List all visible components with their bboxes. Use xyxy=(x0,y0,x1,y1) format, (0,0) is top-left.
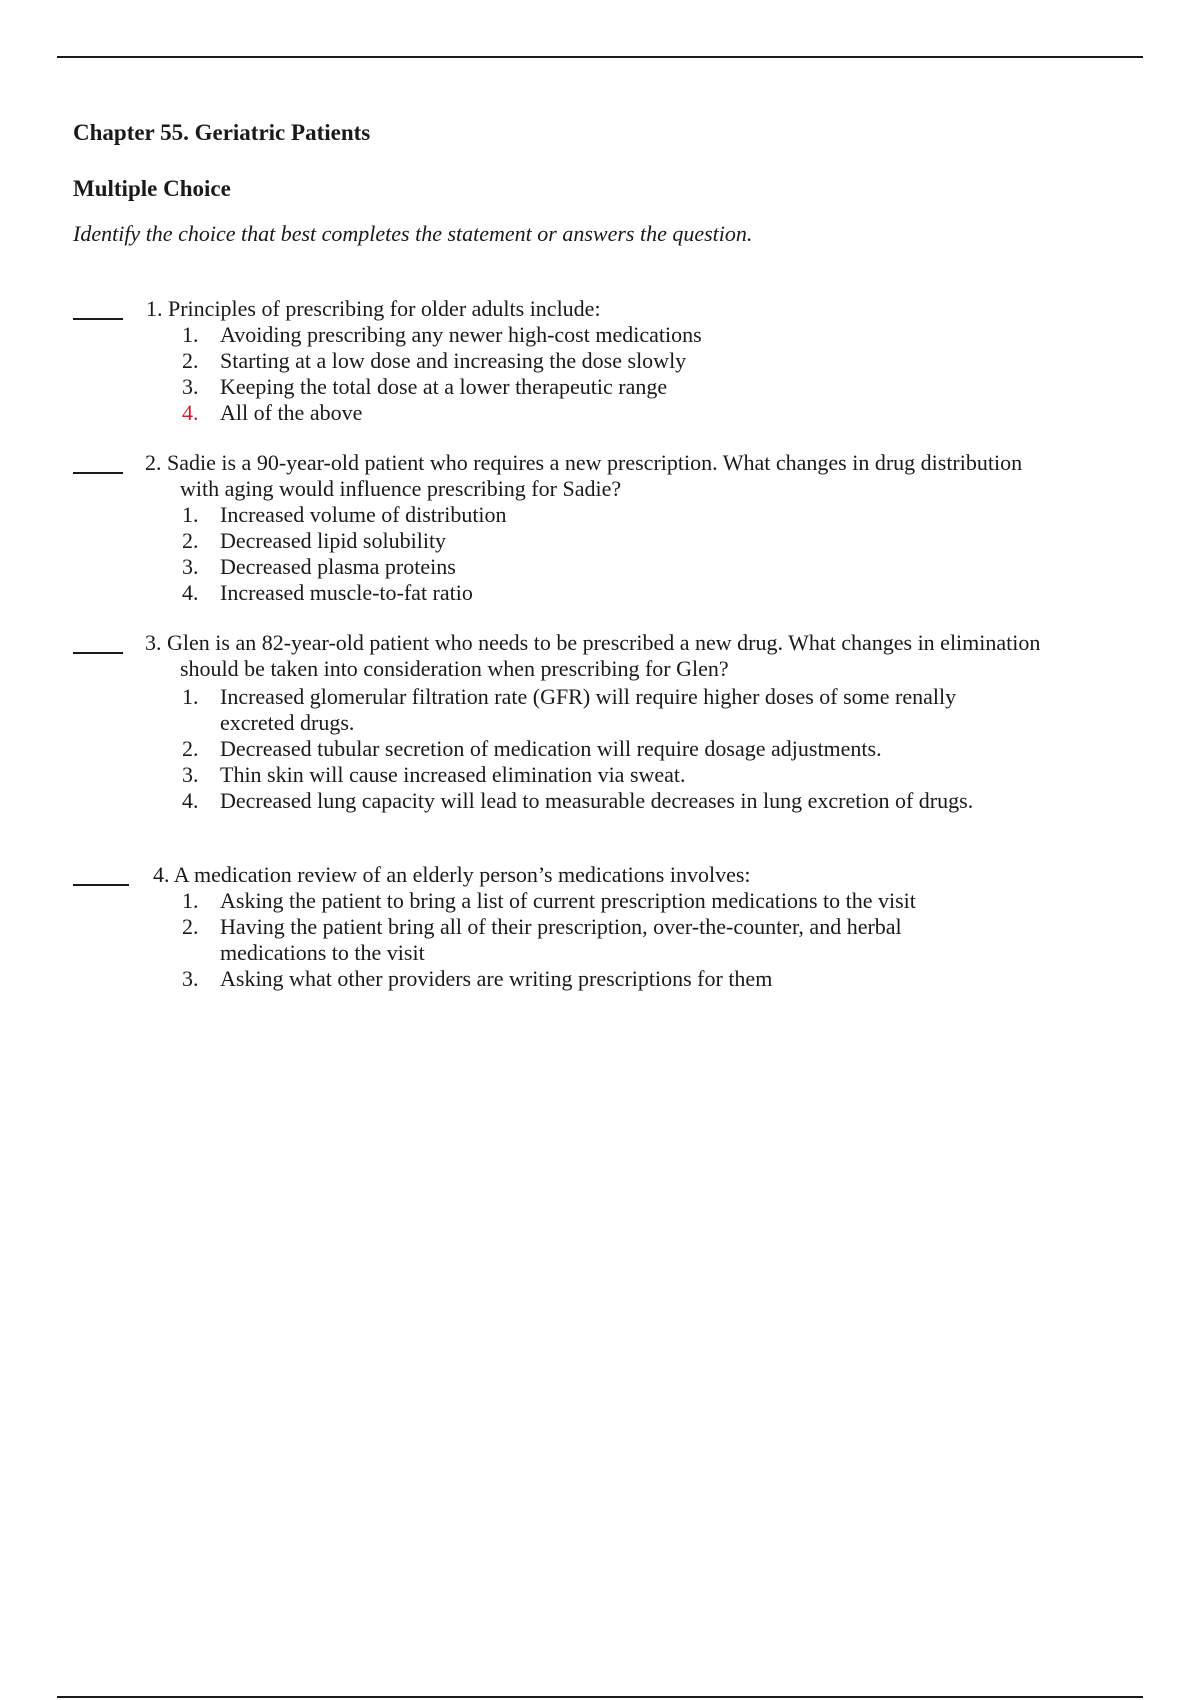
answer-blank[interactable] xyxy=(73,884,129,886)
choice-text: Avoiding prescribing any newer high-cost medications xyxy=(220,322,702,347)
choice-number: 4. xyxy=(182,788,199,813)
choice-number: 3. xyxy=(182,966,199,991)
question-stem xyxy=(145,630,1135,682)
choice-number: 1. xyxy=(182,322,199,347)
question-stem xyxy=(153,862,1143,888)
choice xyxy=(180,966,980,992)
choice-text: Asking what other providers are writing prescriptions for them xyxy=(220,966,773,991)
choice xyxy=(180,400,980,426)
choice-number: 2. xyxy=(182,736,199,761)
section-title: Multiple Choice xyxy=(73,176,231,201)
choice-text: Increased volume of distribution xyxy=(220,502,507,527)
question-stem xyxy=(145,450,1135,502)
bottom-rule xyxy=(57,1696,1143,1698)
choice xyxy=(180,914,980,966)
choice-list xyxy=(180,684,980,814)
choice-text: Decreased lung capacity will lead to measurable decreases in lung excretion of drugs. xyxy=(220,788,974,813)
choice-text: Keeping the total dose at a lower therapeutic range xyxy=(220,374,668,399)
choice-text: Decreased plasma proteins xyxy=(220,554,456,579)
choice-number: 1. xyxy=(182,502,199,527)
answer-blank[interactable] xyxy=(73,472,123,474)
choice-number: 1. xyxy=(182,684,199,709)
choice-number: 3. xyxy=(182,374,199,399)
choice-text: Starting at a low dose and increasing the dose slowly xyxy=(220,348,687,373)
choice-number: 4. xyxy=(182,580,199,605)
choice-text: Having the patient bring all of their prescription, over-the-counter, and herbal medications to the visit xyxy=(220,914,902,965)
choice xyxy=(180,736,980,762)
choice xyxy=(180,788,980,814)
choice-text: Increased muscle-to-fat ratio xyxy=(220,580,473,605)
question-stem xyxy=(146,296,1136,322)
choice xyxy=(180,502,980,528)
choice-list xyxy=(180,888,980,992)
instructions: Identify the choice that best completes the statement or answers the question. xyxy=(73,221,753,246)
choice-list xyxy=(180,322,980,426)
question-stem-line: should be taken into consideration when prescribing for Glen? xyxy=(180,656,729,681)
top-rule xyxy=(57,56,1143,58)
choice-text: Asking the patient to bring a list of current prescription medications to the visit xyxy=(220,888,916,913)
correct-answer-number: 4. xyxy=(182,400,199,425)
choice-number: 3. xyxy=(182,762,199,787)
choice-text: Thin skin will cause increased elimination via sweat. xyxy=(220,762,686,787)
choice xyxy=(180,374,980,400)
choice-text: Decreased tubular secretion of medication will require dosage adjustments. xyxy=(220,736,882,761)
question-stem-line: 1. Principles of prescribing for older adults include: xyxy=(146,296,601,321)
question-stem-line: 3. Glen is an 82-year-old patient who needs to be prescribed a new drug. What changes in elimination xyxy=(145,630,1041,655)
answer-blank[interactable] xyxy=(73,318,123,320)
choice-number: 3. xyxy=(182,554,199,579)
choice xyxy=(180,348,980,374)
question-stem-line: with aging would influence prescribing for Sadie? xyxy=(180,476,622,501)
question-stem-line: 4. A medication review of an elderly person’s medications involves: xyxy=(153,862,751,887)
answer-blank[interactable] xyxy=(73,652,123,654)
choice-list xyxy=(180,502,980,606)
question-stem-line: 2. Sadie is a 90-year-old patient who requires a new prescription. What changes in drug distribution xyxy=(145,450,1023,475)
choice-number: 2. xyxy=(182,528,199,553)
choice xyxy=(180,684,980,736)
choice-number: 2. xyxy=(182,348,199,373)
chapter-title: Chapter 55. Geriatric Patients xyxy=(73,120,371,145)
choice-number: 1. xyxy=(182,888,199,913)
choice-text: All of the above xyxy=(220,400,363,425)
choice xyxy=(180,888,980,914)
choice-text: Decreased lipid solubility xyxy=(220,528,447,553)
choice xyxy=(180,322,980,348)
choice-text: Increased glomerular filtration rate (GFR) will require higher doses of some renally excreted drugs. xyxy=(220,684,957,735)
choice xyxy=(180,554,980,580)
choice xyxy=(180,580,980,606)
choice-number: 2. xyxy=(182,914,199,939)
choice xyxy=(180,528,980,554)
choice xyxy=(180,762,980,788)
